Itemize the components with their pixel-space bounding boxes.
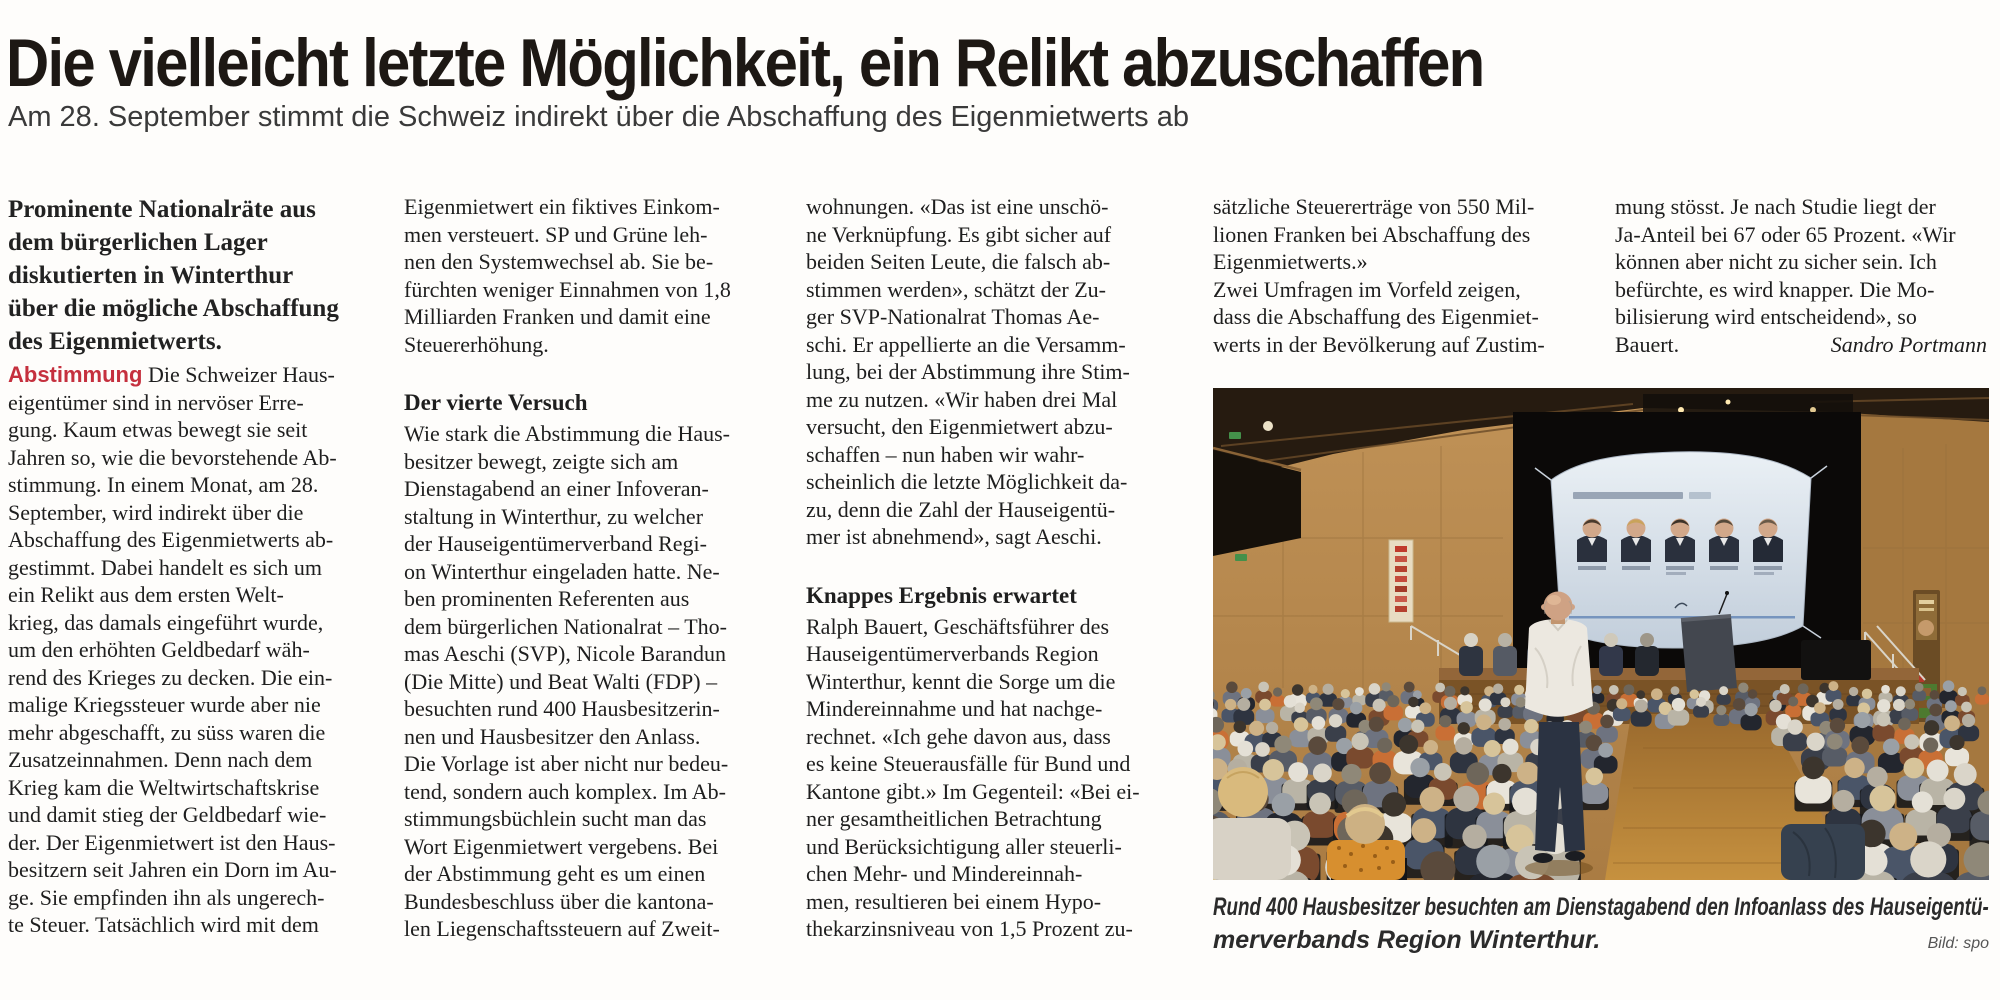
text-line: stimmungsbüchlein sucht man das [404, 806, 707, 831]
text-line: scheinlich die letzte Möglichkeit da- [806, 469, 1128, 494]
text-line: der. Der Eigenmietwert ist den Haus- [8, 829, 336, 855]
text-line: ner gesamtheitlichen Betrachtung [806, 806, 1102, 831]
text-line: diskutierten in Winterthur [8, 262, 294, 289]
article-column-5 [1615, 193, 1987, 358]
text-line: wohnungen. «Das ist eine unschö- [806, 194, 1109, 219]
kicker: Abstimmung [8, 362, 143, 387]
text-line: zu, denn die Zahl der Hauseigentü- [806, 496, 1116, 522]
text-line: können aber nicht zu sicher sein. Ich [1615, 249, 1937, 274]
text-line: malige Kriegssteuer wurde aber nie [8, 692, 321, 717]
photo-caption [1213, 891, 1989, 957]
text-line: dem bürgerlichen Lager [8, 229, 268, 256]
column-2-paragraph-2 [404, 420, 776, 943]
text-line: Zusatzeinnahmen. Denn nach dem [8, 747, 313, 772]
text-line: mas Aeschi (SVP), Nicole Barandun [404, 641, 726, 666]
text-line: Krieg kam die Weltwirtschaftskrise [8, 774, 320, 800]
pendant-light [1263, 421, 1273, 431]
text-line: schaffen – nun haben wir wahr- [806, 441, 1085, 467]
text-line: Zwei Umfragen im Vorfeld zeigen, [1213, 276, 1521, 302]
text-line: Milliarden Franken und damit eine [404, 304, 711, 329]
text-line: me zu nutzen. «Wir haben drei Mal [806, 386, 1118, 412]
text-line: Wort Eigenmietwert vergebens. Bei [404, 833, 719, 859]
text-line: thekarzinsniveau von 1,5 Prozent zu- [806, 916, 1133, 941]
text-line: und damit stieg der Geldbedarf wie- [8, 802, 327, 827]
text-line: men, resultieren bei einem Hypo- [806, 888, 1102, 914]
last-word: Bauert. [1615, 331, 1680, 357]
text-line: besitzer bewegt, zeigte sich am [404, 448, 679, 474]
text-line: tend, sondern auch komplex. Im Ab- [404, 778, 726, 804]
text-line: (Die Mitte) und Beat Walti (FDP) – [404, 668, 718, 694]
text-line: eigentümer sind in nervöser Erre- [8, 389, 304, 415]
text-line: len Liegenschaftssteuern auf Zweit- [404, 916, 720, 941]
text-line: werts in der Bevölkerung auf Zustim- [1213, 331, 1545, 357]
text-line: um den erhöhten Geldbedarf wäh- [8, 637, 310, 662]
event-photo [1213, 388, 1989, 880]
article-column-3 [806, 193, 1178, 943]
text-line: über die mögliche Abschaffung [8, 295, 339, 322]
caption-line-1: Rund 400 Hausbesitzer besuchten am Dienstagabend den Infoanlass des Hauseigentü- [1213, 893, 1989, 921]
text-line: Bundesbeschluss über die kantona- [404, 888, 714, 914]
text-line: chen Mehr- und Mindereinnah- [806, 861, 1083, 886]
column-1-text [8, 389, 380, 939]
text-line: gung. Kaum etwas bewegt sie seit [8, 417, 308, 442]
text-line: Prominente Nationalräte aus [8, 196, 316, 223]
text-line: Winterthur, kennt die Sorge um die [806, 668, 1116, 694]
article-column-4 [1213, 193, 1585, 358]
text-line: rechnet. «Ich gehe davon aus, dass [806, 723, 1111, 749]
text-line: mer ist abnehmend», sagt Aeschi. [806, 524, 1102, 549]
text-line: Abschaffung des Eigenmietwerts ab- [8, 527, 334, 552]
text-line: stimmen werden», schätzt der Zu- [806, 276, 1106, 302]
text-line: Die Vorlage ist aber nicht nur bedeu- [404, 751, 729, 776]
text-line: rend des Krieges zu decken. Die ein- [8, 664, 333, 690]
text-line: sätzliche Steuererträge von 550 Mil- [1213, 194, 1535, 219]
column-2-paragraph-1 [404, 193, 776, 358]
text-line: lionen Franken bei Abschaffung des [1213, 221, 1531, 247]
text-line: ger SVP-Nationalrat Thomas Ae- [806, 304, 1100, 329]
author-byline: Sandro Portmann [1830, 331, 1987, 357]
text-line: dass die Abschaffung des Eigenmiet- [1213, 304, 1539, 329]
text-line: on Winterthur eingeladen hatte. Ne- [404, 558, 720, 584]
column-3-paragraph-2 [806, 613, 1178, 943]
text-line: versucht, den Eigenmietwert abzu- [806, 414, 1113, 439]
text-line: Steuererhöhung. [404, 331, 549, 357]
column-5-text [1615, 193, 1987, 331]
text-line: der Abstimmung geht es um einen [404, 861, 706, 886]
text-line: der Hauseigentümerverband Regi- [404, 531, 707, 556]
text-line: mehr abgeschafft, zu süss waren die [8, 719, 326, 745]
text-line: dem bürgerlichen Nationalrat – Tho- [404, 613, 727, 639]
kicker-line-rest: Die Schweizer Haus- [147, 362, 335, 387]
text-line: Eigenmietwerts.» [1213, 249, 1368, 274]
column-3-paragraph-1 [806, 193, 1178, 551]
exit-sign [1235, 554, 1247, 561]
text-line: es keine Steuerausfälle für Bund und [806, 751, 1131, 776]
text-line: mung stösst. Je nach Studie liegt der [1615, 194, 1936, 219]
kicker-line [8, 361, 380, 389]
text-line: Ja-Anteil bei 67 oder 65 Prozent. «Wir [1615, 221, 1956, 247]
byline-row [1615, 331, 1987, 359]
photo-credit: Bild: spo [1927, 935, 1989, 952]
text-line: beiden Seiten Leute, die falsch ab- [806, 249, 1111, 274]
text-line: ben prominenten Referenten aus [404, 586, 690, 611]
text-line: ein Relikt aus dem ersten Welt- [8, 582, 284, 607]
text-line: Hauseigentümerverbands Region [806, 641, 1099, 666]
text-line: schi. Er appellierte an die Versamm- [806, 331, 1126, 357]
text-line: te Steuer. Tatsächlich wird mit dem [8, 912, 319, 937]
lead-paragraph [8, 193, 380, 358]
text-line: Wie stark die Abstimmung die Haus- [404, 421, 731, 446]
text-line: Kantone gibt.» Im Gegenteil: «Bei ei- [806, 778, 1140, 804]
text-line: Jahren so, wie die bevorstehende Ab- [8, 444, 337, 470]
text-line: nen und Hausbesitzer den Anlass. [404, 723, 701, 749]
section-subhead-1: Der vierte Versuch [404, 390, 588, 415]
text-line: fürchten weniger Einnahmen von 1,8 [404, 276, 731, 302]
article-column-2 [404, 193, 776, 943]
text-line: stimmung. In einem Monat, am 28. [8, 472, 319, 497]
text-line: nen den Systemwechsel ab. Sie be- [404, 249, 714, 274]
text-line: September, wird indirekt über die [8, 499, 304, 525]
text-line: Mindereinnahme und hat nachge- [806, 696, 1103, 721]
text-line: ne Verknüpfung. Es gibt sicher auf [806, 221, 1112, 247]
headline: Die vielleicht letzte Möglichkeit, ein Relikt abzuschaffen [6, 25, 1484, 101]
text-line: Dienstagabend an einer Infoveran- [404, 476, 709, 501]
text-line: lung, bei der Abstimmung ihre Stim- [806, 359, 1130, 384]
article-column-1 [8, 361, 380, 939]
section-subhead-2: Knappes Ergebnis erwartet [806, 582, 1077, 608]
text-line: besuchten rund 400 Hausbesitzerin- [404, 696, 720, 721]
left-banner [1389, 540, 1413, 622]
caption-line-2-text: merverbands Region Winterthur. [1213, 926, 1601, 954]
text-line: Ralph Bauert, Geschäftsführer des [806, 613, 1110, 639]
text-line: krieg, das damals eingeführt wurde, [8, 609, 324, 635]
text-line: des Eigenmietwerts. [8, 328, 222, 355]
text-line: besitzern seit Jahren ein Dorn im Au- [8, 857, 337, 882]
text-line: Eigenmietwert ein fiktives Einkom- [404, 194, 720, 219]
caption-line-2 [1213, 924, 1989, 957]
text-line: ge. Sie empfinden ihn als ungerech- [8, 884, 325, 910]
text-line: staltung in Winterthur, zu welcher [404, 503, 704, 529]
subheadline: Am 28. September stimmt die Schweiz indirekt über die Abschaffung des Eigenmietwerts ab [8, 101, 1189, 133]
event-photo-illustration [1213, 388, 1989, 880]
text-line: men versteuert. SP und Grüne leh- [404, 221, 708, 247]
exit-sign [1229, 432, 1241, 439]
text-line: gestimmt. Dabei handelt es sich um [8, 554, 323, 580]
text-line: und Berücksichtigung aller steuerli- [806, 833, 1122, 859]
text-line: befürchte, es wird knapper. Die Mo- [1615, 276, 1935, 302]
text-line: bilisierung wird entscheidend», so [1615, 304, 1917, 329]
